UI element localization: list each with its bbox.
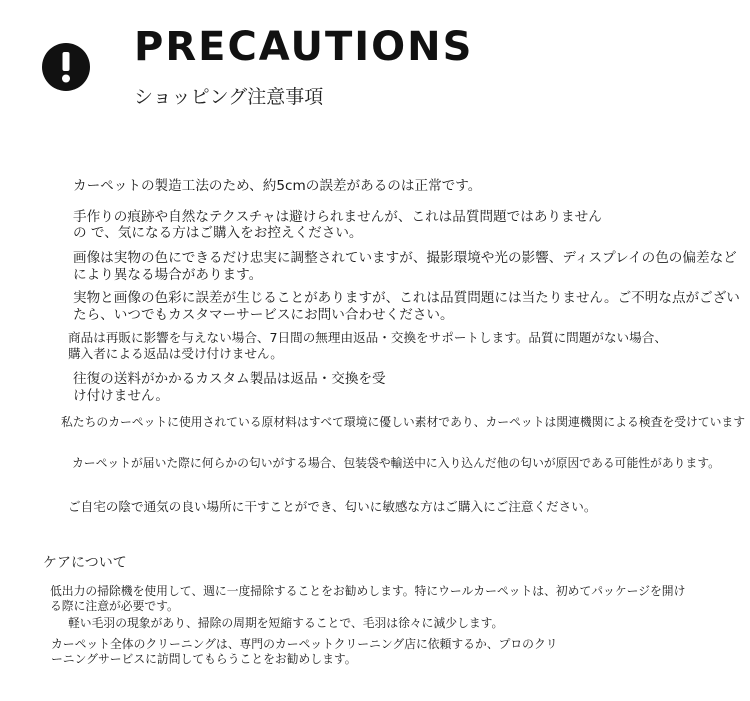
care-line: る際に注意が必要です。 xyxy=(50,599,179,613)
note-line: 私たちのカーペットに使用されている原材料はすべて環境に優しい素材であり、カーペットは関連機関による検査を受けています xyxy=(61,415,745,429)
note-line: カーペットの製造工法のため、約5cmの誤差があるのは正常です。 xyxy=(73,178,482,194)
page-title: PRECAUTIONS xyxy=(134,24,474,70)
care-line: 低出力の掃除機を使用して、週に一度掃除することをお勧めします。特にウールカーペットは、初めてパッケージを開け xyxy=(50,584,686,598)
note-line: ご自宅の陰で通気の良い場所に干すことができ、匂いに敏感な方はご購入にご注意ください。 xyxy=(68,499,597,514)
note-line: 商品は再販に影響を与えない場合、7日間の無理由返品・交換をサポートします。品質に問題がない場合、 xyxy=(68,330,667,345)
care-line: カーペット全体のクリーニングは、専門のカーペットクリーニング店に依頼するか、プロのクリ xyxy=(51,637,558,651)
exclamation-circle-icon xyxy=(41,42,91,92)
note-line: 往復の送料がかかるカスタム製品は返品・交換を受 xyxy=(73,371,386,387)
note-line: により異なる場合があります。 xyxy=(73,267,263,283)
care-line: ーニングサービスに訪問してもらうことをお勧めします。 xyxy=(51,652,357,666)
note-line: 実物と画像の色彩に誤差が生じることがありますが、これは品質問題には当たりません。ご不明な点がござい xyxy=(73,290,740,306)
page-subtitle: ショッピング注意事項 xyxy=(134,86,324,108)
care-heading: ケアについて xyxy=(43,555,127,571)
note-line: 画像は実物の色にできるだけ忠実に調整されていますが、撮影環境や光の影響、ディスプレイの色の偏差など xyxy=(73,250,737,266)
note-line: け付けません。 xyxy=(73,388,169,404)
note-line: 購入者による返品は受け付けません。 xyxy=(68,346,283,361)
care-line: 軽い毛羽の現象があり、掃除の周期を短縮することで、毛羽は徐々に減少します。 xyxy=(68,616,504,630)
note-line: 手作りの痕跡や自然なテクスチャは避けられませんが、これは品質問題ではありません xyxy=(73,209,602,225)
note-line: の で、気になる方はご購入をお控えください。 xyxy=(73,225,363,241)
note-line: カーペットが届いた際に何らかの匂いがする場合、包装袋や輸送中に入り込んだ他の匂いが原因である可能性があります。 xyxy=(72,456,720,470)
note-line: たら、いつでもカスタマーサービスにお問い合わせください。 xyxy=(73,307,454,323)
